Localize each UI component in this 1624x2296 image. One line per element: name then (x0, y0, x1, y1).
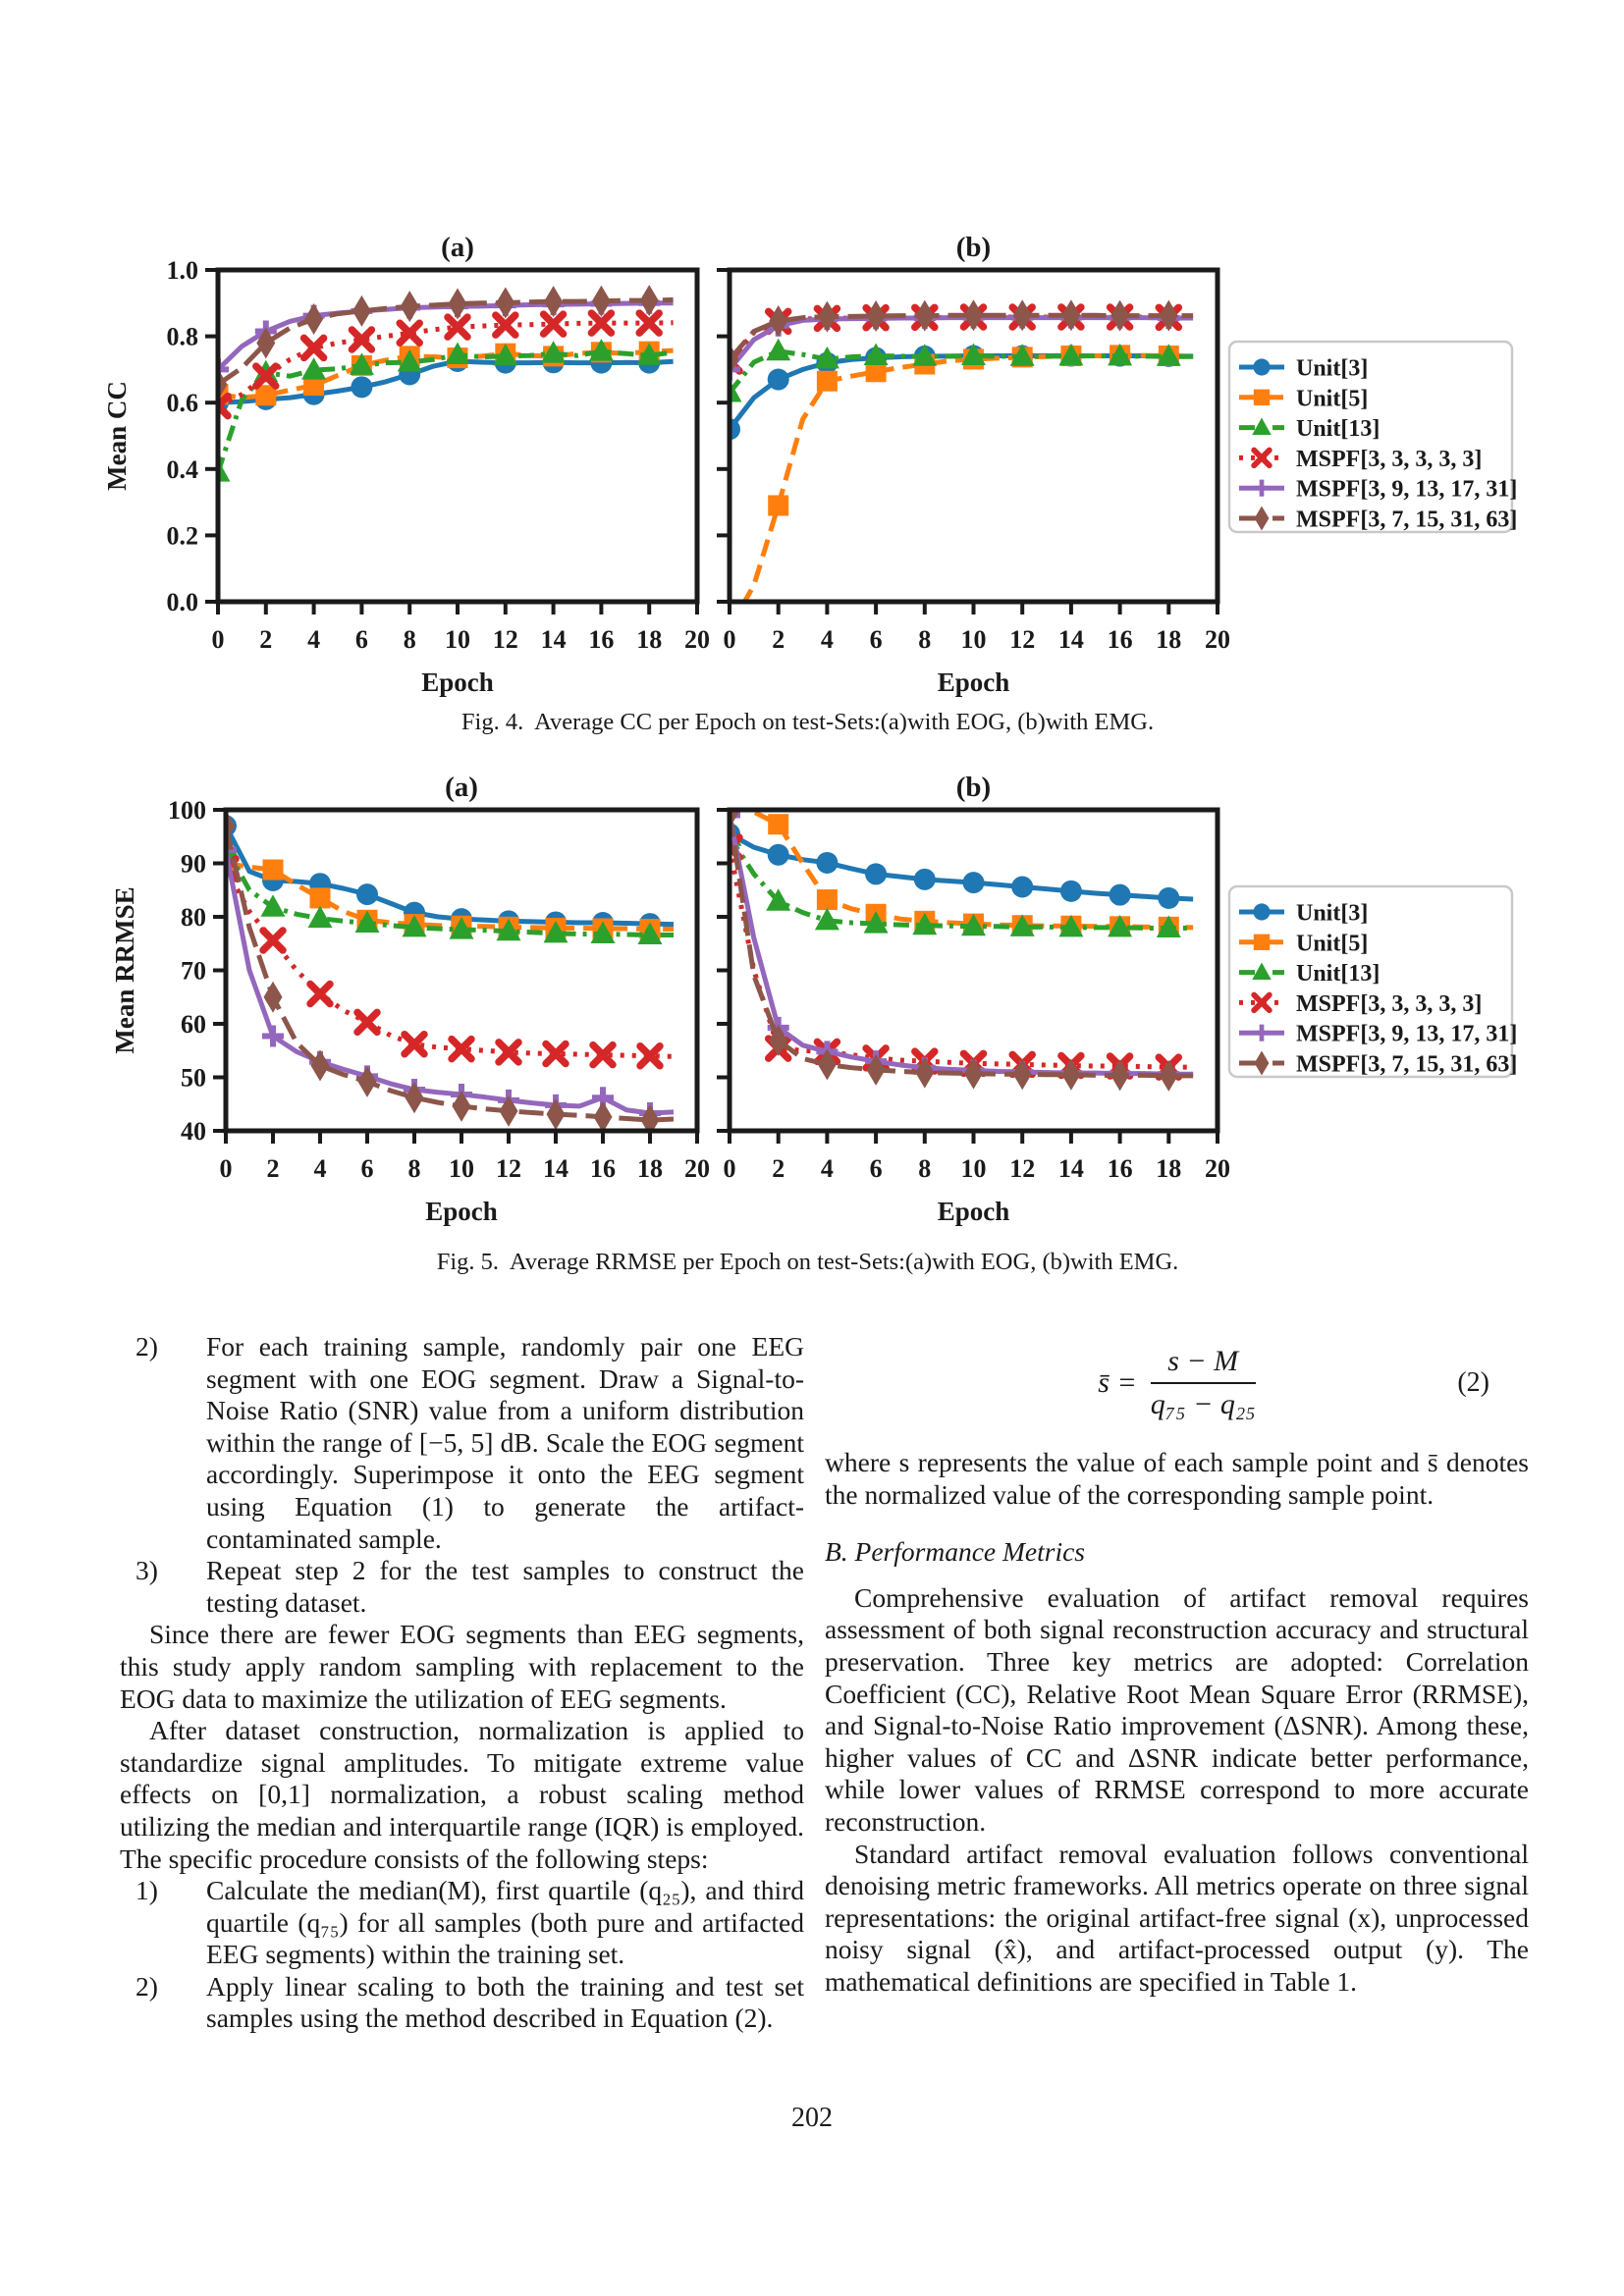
svg-text:14: 14 (543, 1154, 568, 1183)
svg-text:12: 12 (492, 625, 518, 654)
body-paragraph: Comprehensive evaluation of artifact removal requires assessment of both signal reconstruction accuracy and structural preservation. Three key metrics are adopted: Correlation Coefficient (CC), Relative Root Mean Square Error (RRMSE), and Signal-to-Noise Ratio improvement (ΔSNR). Among these, higher values of CC and ΔSNR indicate better performance, while lower values of RRMSE correspond to more accurate reconstruction. (825, 1581, 1529, 1837)
svg-text:12: 12 (1009, 625, 1036, 654)
list-item-text: Repeat step 2 for the test samples to construct the testing dataset. (206, 1555, 804, 1618)
svg-text:MSPF[3, 3, 3, 3, 3]: MSPF[3, 3, 3, 3, 3] (1296, 446, 1483, 472)
svg-text:10: 10 (445, 625, 470, 654)
svg-text:Mean RRMSE: Mean RRMSE (110, 886, 139, 1054)
list-item-number: 2) (135, 1331, 158, 1362)
list-item (120, 1971, 804, 2035)
svg-text:2: 2 (259, 625, 273, 654)
svg-text:60: 60 (181, 1010, 206, 1039)
svg-text:70: 70 (181, 956, 206, 986)
svg-text:20: 20 (1205, 1154, 1230, 1183)
svg-text:(a): (a) (445, 775, 478, 803)
equation-lhs: s̄ = (1098, 1365, 1137, 1399)
svg-text:Unit[13]: Unit[13] (1296, 961, 1380, 988)
svg-text:Mean CC: Mean CC (102, 381, 132, 491)
svg-text:6: 6 (869, 625, 883, 654)
svg-text:8: 8 (918, 1154, 932, 1183)
svg-text:50: 50 (181, 1063, 206, 1093)
svg-text:0: 0 (723, 625, 736, 654)
page-number: 202 (791, 2103, 833, 2133)
svg-text:4: 4 (820, 625, 834, 654)
svg-text:14: 14 (540, 625, 567, 654)
list-item-number: 2) (135, 1970, 158, 2002)
figure5-caption: Fig. 5. Average RRMSE per Epoch on test-Sets:(a)with EOG, (b)with EMG. (436, 1249, 1179, 1275)
equation-body (1098, 1346, 1255, 1420)
svg-text:4: 4 (313, 1154, 327, 1183)
svg-text:10: 10 (960, 1154, 987, 1183)
section-heading: B. Performance Metrics (825, 1536, 1085, 1568)
equation-fraction (1151, 1346, 1256, 1420)
svg-text:MSPF[3, 3, 3, 3, 3]: MSPF[3, 3, 3, 3, 3] (1296, 990, 1483, 1017)
svg-text:0: 0 (723, 1154, 736, 1183)
svg-text:4: 4 (307, 625, 321, 654)
svg-text:90: 90 (181, 849, 206, 879)
svg-text:0.8: 0.8 (166, 322, 198, 351)
svg-text:80: 80 (181, 903, 206, 932)
svg-text:4: 4 (820, 1154, 834, 1183)
svg-text:Epoch: Epoch (425, 1197, 498, 1226)
left-text-column (120, 1331, 804, 2035)
svg-text:16: 16 (590, 1154, 616, 1183)
svg-text:40: 40 (181, 1117, 206, 1146)
svg-text:2: 2 (772, 1154, 785, 1183)
list-item-text: Apply linear scaling to both the training and test set samples using the method described in Equation (2). (206, 1970, 804, 2034)
svg-text:2: 2 (266, 1154, 280, 1183)
svg-text:MSPF[3, 9, 13, 17, 31]: MSPF[3, 9, 13, 17, 31] (1296, 1021, 1518, 1047)
svg-text:14: 14 (1057, 1154, 1084, 1183)
list-item-number: 1) (135, 1875, 158, 1906)
svg-text:20: 20 (1205, 625, 1230, 654)
svg-text:18: 18 (1156, 1154, 1182, 1183)
svg-text:8: 8 (403, 625, 416, 654)
svg-text:16: 16 (1107, 1154, 1133, 1183)
svg-text:Epoch: Epoch (937, 667, 1010, 697)
svg-text:(b): (b) (955, 775, 992, 803)
figure4-caption: Fig. 4. Average CC per Epoch on test-Sets:(a)with EOG, (b)with EMG. (460, 709, 1155, 735)
svg-text:8: 8 (407, 1154, 421, 1183)
svg-text:18: 18 (636, 625, 663, 654)
body-paragraph: After dataset construction, normalization is applied to standardize signal amplitudes. To mitigate extreme value effects on [0,1] normalization, a robust scaling method utilizing the median and interquartile range (IQR) is employed. The specific procedure consists of the following steps: (120, 1715, 804, 1874)
svg-text:6: 6 (360, 1154, 374, 1183)
svg-text:Unit[13]: Unit[13] (1296, 416, 1380, 443)
figure4-charts (0, 147, 1624, 697)
svg-text:(b): (b) (955, 232, 992, 263)
svg-text:0.4: 0.4 (166, 454, 198, 484)
svg-text:0.6: 0.6 (166, 389, 198, 418)
body-paragraph: Standard artifact removal evaluation follows conventional denoising metric frameworks. All metrics operate on three signal representations: the original artifact-free signal (x), unprocessed noisy signal (x̂), and artifact-processed output (y). The mathematical definitions are specified in Table 1. (825, 1838, 1529, 1997)
svg-text:14: 14 (1057, 625, 1084, 654)
svg-text:Unit[3]: Unit[3] (1296, 900, 1369, 927)
body-paragraph: Since there are fewer EOG segments than EEG segments, this study apply random sampling with replacement to the EOG data to maximize the utilization of EEG segments. (120, 1619, 804, 1714)
svg-text:18: 18 (637, 1154, 663, 1183)
list-item-number: 3) (135, 1555, 158, 1586)
svg-text:Epoch: Epoch (421, 667, 494, 697)
svg-text:2: 2 (772, 625, 785, 654)
equation-2 (825, 1325, 1529, 1441)
svg-text:Epoch: Epoch (937, 1197, 1010, 1226)
svg-text:16: 16 (1107, 625, 1133, 654)
svg-text:8: 8 (918, 625, 932, 654)
svg-text:0.0: 0.0 (166, 588, 198, 616)
svg-text:(a): (a) (441, 232, 474, 263)
svg-text:MSPF[3, 7, 15, 31, 63]: MSPF[3, 7, 15, 31, 63] (1296, 1051, 1518, 1078)
equation-numerator: s − M (1151, 1346, 1256, 1384)
svg-text:20: 20 (684, 1154, 710, 1183)
svg-text:1.0: 1.0 (166, 256, 198, 285)
svg-text:6: 6 (354, 625, 368, 654)
svg-text:6: 6 (869, 1154, 883, 1183)
svg-text:12: 12 (1009, 1154, 1036, 1183)
list-item (120, 1331, 804, 1555)
svg-text:0: 0 (219, 1154, 233, 1183)
list-item (120, 1875, 804, 1971)
svg-text:Unit[3]: Unit[3] (1296, 355, 1369, 382)
svg-text:10: 10 (960, 625, 987, 654)
svg-text:0: 0 (211, 625, 225, 654)
svg-text:18: 18 (1156, 625, 1182, 654)
svg-text:100: 100 (168, 796, 206, 825)
svg-text:0.2: 0.2 (166, 521, 198, 551)
svg-text:20: 20 (684, 625, 710, 654)
equation-number: (2) (1457, 1366, 1489, 1398)
figure5-charts (0, 775, 1624, 1227)
list-item-text: For each training sample, randomly pair one EEG segment with one EOG segment. Draw a Signal-to-Noise Ratio (SNR) value from a uniform distribution within the range of [−5, 5] dB. Scale the EOG segment accordingly. Superimpose it onto the EEG segment using Equation (1) to generate the artifact-contaminated sample. (206, 1331, 804, 1554)
right-text-column (825, 1325, 1529, 1999)
svg-text:16: 16 (588, 625, 615, 654)
body-paragraph: where s represents the value of each sample point and s̄ denotes the normalized value of the corresponding sample point. (825, 1447, 1529, 1510)
equation-denominator: q₇₅ − q₂₅ (1150, 1387, 1256, 1420)
list-item (120, 1555, 804, 1619)
svg-text:12: 12 (496, 1154, 521, 1183)
list-item-text: Calculate the median(M), first quartile (q₂₅), and third quartile (q₇₅) for all samples (both pure and artifacted EEG segments) within the training set. (206, 1875, 804, 1970)
svg-text:10: 10 (449, 1154, 474, 1183)
svg-text:Unit[5]: Unit[5] (1296, 931, 1369, 957)
svg-text:MSPF[3, 9, 13, 17, 31]: MSPF[3, 9, 13, 17, 31] (1296, 476, 1518, 503)
svg-text:Unit[5]: Unit[5] (1296, 386, 1369, 412)
svg-text:MSPF[3, 7, 15, 31, 63]: MSPF[3, 7, 15, 31, 63] (1296, 507, 1518, 533)
